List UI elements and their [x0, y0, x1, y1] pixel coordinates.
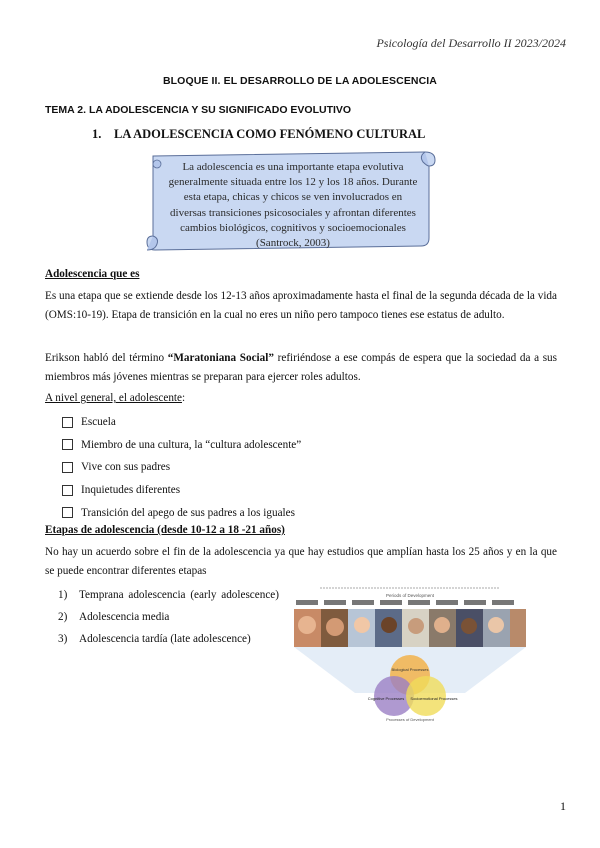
venn-socioemotional: Socioemotional Processes [410, 696, 458, 701]
checkbox-icon [62, 507, 73, 518]
development-figure [290, 585, 530, 723]
etapas-heading: Etapas de adolescencia (desde 10-12 a 18 -21 años) [45, 524, 285, 536]
que-es-paragraph-2: Erikson habló del término “Maratoniana Social” refiriéndose a ese compás de espera que la sociedad da a sus miembros más jóvenes mientras se preparan para ejercer roles adultos. [45, 352, 558, 383]
section-number: 1. [92, 127, 102, 141]
checkbox-icon [62, 485, 73, 496]
adolescent-list [62, 411, 301, 524]
list-item: Vive con sus padres [62, 456, 301, 479]
bloque-title: BLOQUE II. EL DESARROLLO DE LA ADOLESCENCIA [162, 75, 437, 87]
stage-item: 3) Adolescencia tardía (late adolescence) [58, 633, 251, 645]
page-number: 1 [560, 799, 566, 813]
list-item: Inquietudes diferentes [62, 479, 301, 502]
stage-item: 1) Temprana adolescencia (early adolescence) [58, 589, 279, 601]
venn-biological: Biological Processes [391, 667, 429, 672]
que-es-paragraph-1: Es una etapa que se extiende desde los 12-13 años aproximadamente hasta el final de la segunda década de la vida (OMS:10-19). Etapa de transición en la cual no eres un niño pero tampoco tienes ese estatus de adulto. [45, 290, 557, 321]
course-header: Psicología del Desarrollo II 2023/2024 [376, 36, 566, 50]
list-item: Miembro de una cultura, la “cultura adolescente” [62, 434, 301, 457]
tema-title: TEMA 2. LA ADOLESCENCIA Y SU SIGNIFICADO EVOLUTIVO [45, 104, 352, 116]
figure-top-caption: Periods of Development [385, 593, 435, 598]
etapas-paragraph: No hay un acuerdo sobre el fin de la adolescencia ya que hay estudios que amplían hasta los 25 años y en la que se puede encontrar diferentes etapas [45, 546, 557, 577]
list-item: Transición del apego de sus padres a los iguales [62, 501, 301, 524]
quote-text: La adolescencia es una importante etapa evolutiva generalmente situada entre los 12 y los 18 años. Durante esta etapa, chicas y chicos se ven involucrados en diversas transiciones psicosociales y afrontan diferentes cambios biológicos, cognitivos y socioemocionales (Santrock, 2003) [168, 161, 418, 250]
stages-list [58, 586, 288, 652]
checkbox-icon [62, 462, 73, 473]
general-label: A nivel general, el adolescente: [45, 392, 186, 404]
figure-bottom-caption: Processes of Development [386, 717, 434, 722]
stage-item: 2) Adolescencia media [58, 611, 170, 623]
venn-cognitive: Cognitive Processes [367, 696, 405, 701]
list-item: Escuela [62, 411, 301, 434]
maratoniana-term: “Maratoniana Social” [167, 352, 274, 364]
checkbox-icon [62, 439, 73, 450]
section-title: LA ADOLESCENCIA COMO FENÓMENO CULTURAL [114, 127, 426, 141]
section-heading [92, 127, 425, 142]
checkbox-icon [62, 417, 73, 428]
photo-strip [294, 609, 526, 647]
que-es-heading: Adolescencia que es [45, 268, 140, 280]
